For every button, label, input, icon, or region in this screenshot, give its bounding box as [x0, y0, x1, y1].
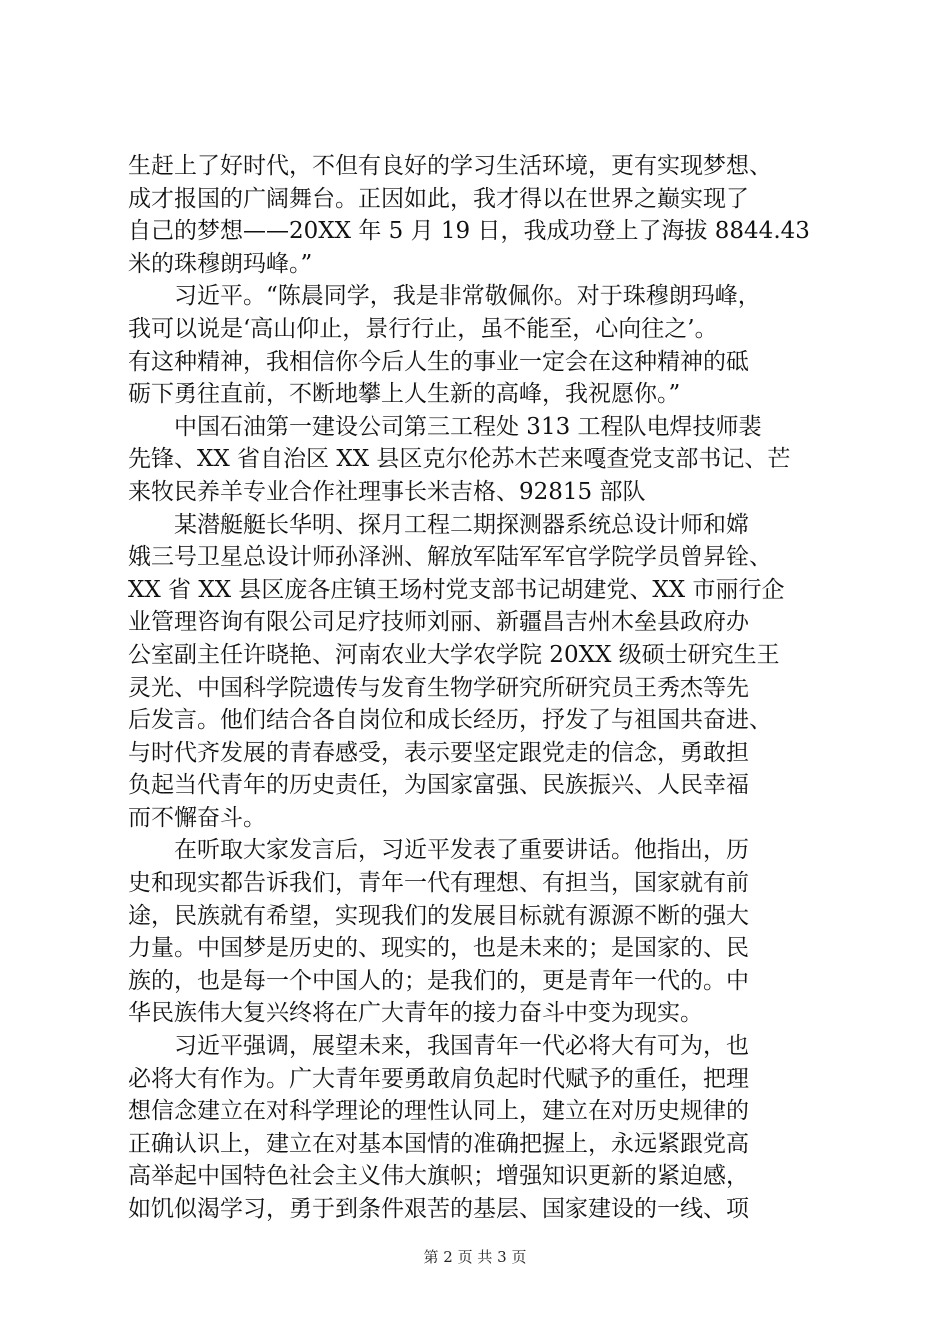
text-line: 我可以说是‘高山仰止，景行行止，虽不能至，心向往之’。 [128, 315, 718, 342]
text-line: 史和现实都告诉我们，青年一代有理想、有担当，国家就有前 [128, 870, 749, 897]
text-line: 灵光、中国科学院遗传与发育生物学研究所研究员王秀杰等先 [128, 674, 749, 701]
text-line: 而不懈奋斗。 [128, 804, 266, 831]
text-line: 中国石油第一建设公司第三工程处 313 工程队电焊技师裴 [128, 413, 762, 440]
text-line: 来牧民养羊专业合作社理事长米吉格、92815 部队 [128, 478, 646, 505]
text-line: 习近平强调，展望未来，我国青年一代必将大有可为，也 [128, 1033, 749, 1060]
text-line: 在听取大家发言后，习近平发表了重要讲话。他指出，历 [128, 837, 749, 864]
text-line: 与时代齐发展的青春感受，表示要坚定跟党走的信念，勇敢担 [128, 739, 749, 766]
text-line: 习近平。“陈晨同学，我是非常敬佩你。对于珠穆朗玛峰， [128, 283, 761, 310]
text-line: 自己的梦想——20XX 年 5 月 19 日，我成功登上了海拔 8844.43 [128, 218, 810, 245]
text-line: 如饥似渴学习，勇于到条件艰苦的基层、国家建设的一线、项 [128, 1196, 749, 1222]
text-line: 米的珠穆朗玛峰。” [128, 250, 313, 277]
text-line: 后发言。他们结合各自岗位和成长经历，抒发了与祖国共奋进、 [128, 707, 772, 734]
text-line: 业管理咨询有限公司足疗技师刘丽、新疆昌吉州木垒县政府办 [128, 609, 749, 636]
page-footer: 第 2 页 共 3 页 [423, 1248, 527, 1266]
text-line: 途，民族就有希望，实现我们的发展目标就有源源不断的强大 [128, 902, 749, 929]
text-line: 力量。中国梦是历史的、现实的，也是未来的；是国家的、民 [128, 935, 749, 962]
text-line: 生赶上了好时代，不但有良好的学习生活环境，更有实现梦想、 [128, 153, 772, 179]
text-line: 成才报国的广阔舞台。正因如此，我才得以在世界之巅实现了 [128, 185, 749, 212]
text-line: 某潜艇艇长华明、探月工程二期探测器系统总设计师和嫦 [128, 511, 749, 538]
body-text [128, 150, 834, 1226]
text-line: XX 省 XX 县区庞各庄镇王场村党支部书记胡建党、XX 市丽行企 [128, 576, 785, 603]
text-line: 负起当代青年的历史责任，为国家富强、民族振兴、人民幸福 [128, 772, 749, 799]
text-line: 族的，也是每一个中国人的；是我们的，更是青年一代的。中 [128, 967, 749, 994]
text-line: 高举起中国特色社会主义伟大旗帜；增强知识更新的紧迫感， [128, 1163, 749, 1190]
text-line: 先锋、XX 省自治区 XX 县区克尔伦苏木芒来嘎查党支部书记、芒 [128, 446, 791, 473]
text-line: 公室副主任许晓艳、河南农业大学农学院 20XX 级硕士研究生王 [128, 641, 780, 668]
text-line: 华民族伟大复兴终将在广大青年的接力奋斗中变为现实。 [128, 1000, 703, 1027]
text-line: 必将大有作为。广大青年要勇敢肩负起时代赋予的重任，把理 [128, 1065, 749, 1092]
text-line: 正确认识上，建立在对基本国情的准确把握上，永远紧跟党高 [128, 1130, 749, 1157]
text-line: 有这种精神，我相信你今后人生的事业一定会在这种精神的砥 [128, 348, 749, 375]
text-line: 娥三号卫星总设计师孙泽洲、解放军陆军军官学院学员曾昇铨、 [128, 544, 772, 571]
text-line: 想信念建立在对科学理论的理性认同上，建立在对历史规律的 [128, 1098, 749, 1125]
text-line: 砺下勇往直前，不断地攀上人生新的高峰，我祝愿你。” [128, 381, 681, 408]
